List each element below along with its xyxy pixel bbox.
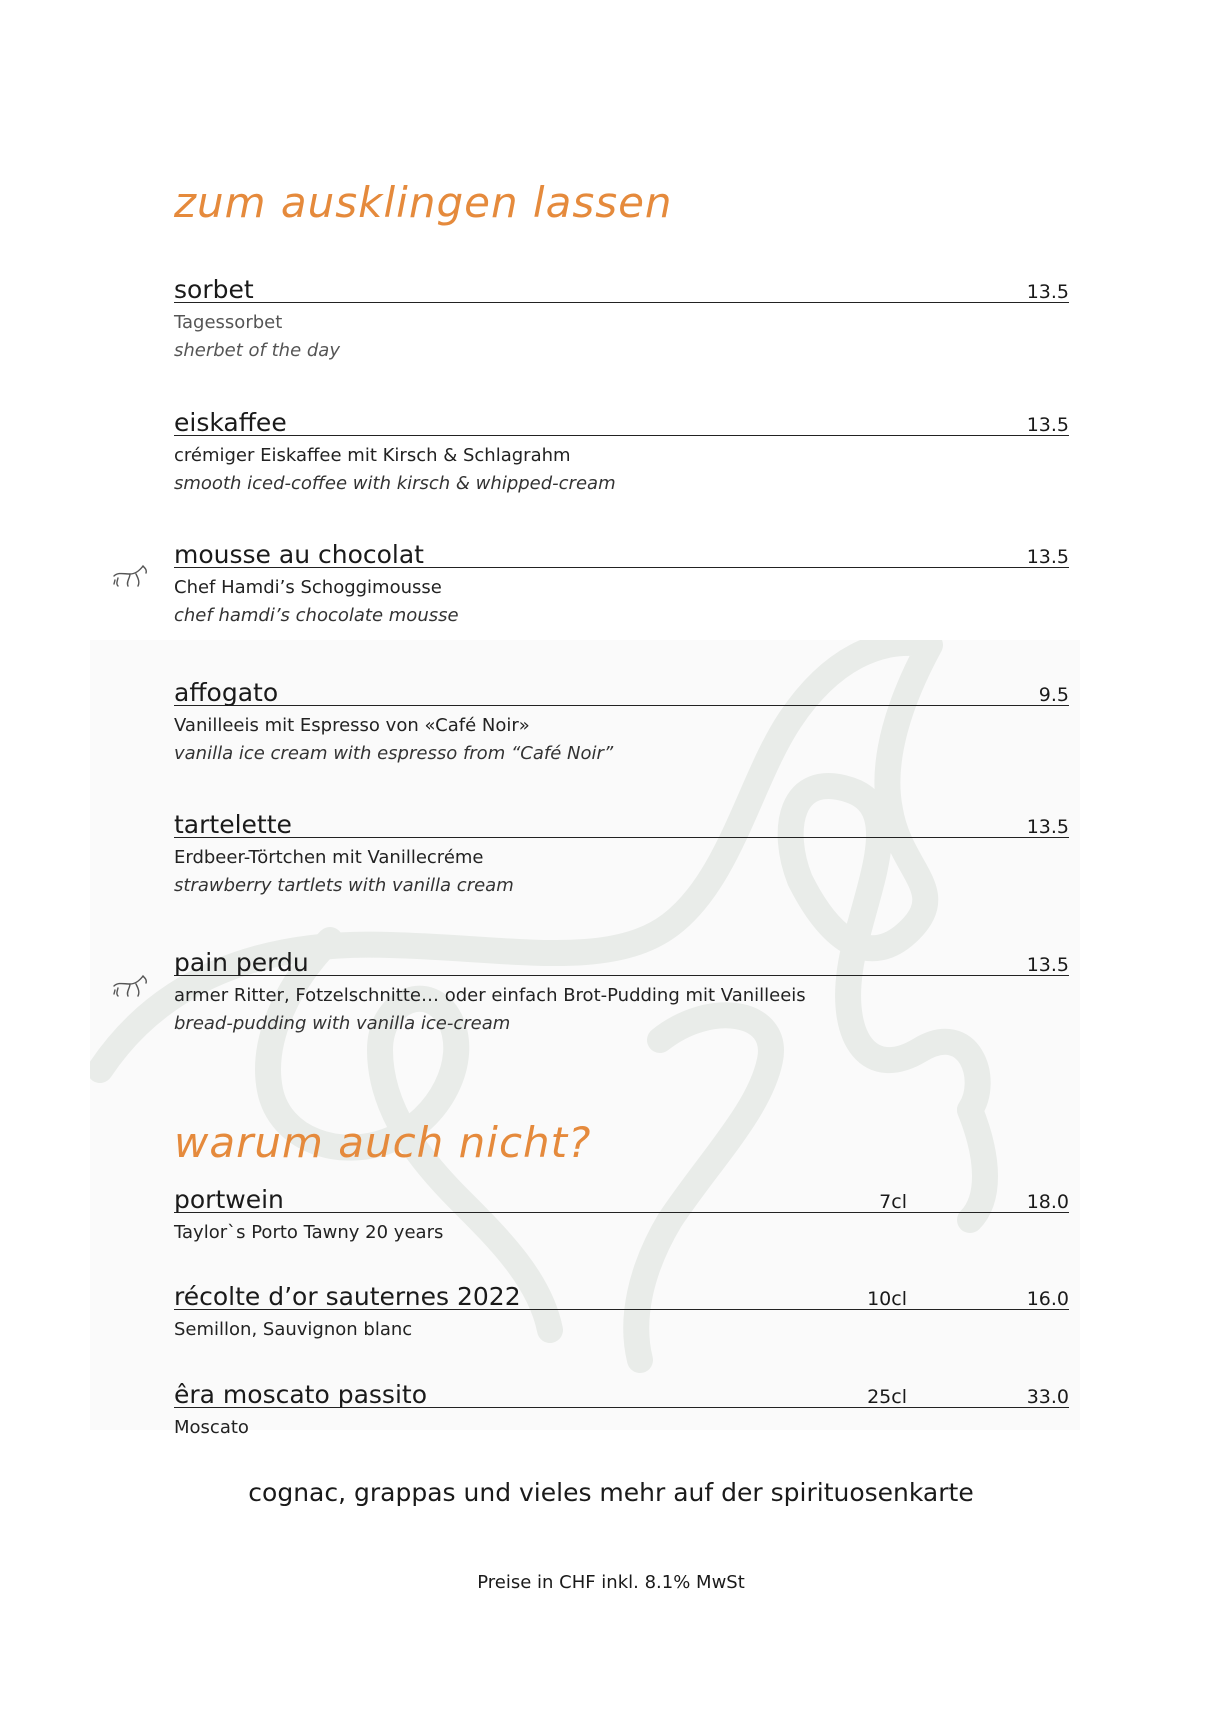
item-name: récolte d’or sauternes 2022 [174,1282,521,1311]
item-description-de: Chef Hamdi’s Schoggimousse [174,577,442,598]
item-header [174,1367,1069,1408]
item-header [174,395,1069,436]
item-description-de: crémiger Eiskaffee mit Kirsch & Schlagrahm [174,445,571,466]
menu-item [174,262,1069,361]
item-header [174,527,1069,568]
item-quantity: 10cl [867,1288,907,1310]
item-description-en: chef hamdi’s chocolate mousse [174,605,459,626]
item-name: êra moscato passito [174,1380,427,1409]
menu-item [174,395,1069,494]
horse-icon [112,562,150,590]
item-description-de: armer Ritter, Fotzelschnitte… oder einfach Brot-Pudding mit Vanilleeis [174,985,806,1006]
price-note: Preise in CHF inkl. 8.1% MwSt [477,1572,745,1593]
item-description-de: Moscato [174,1417,249,1438]
item-header [174,1172,1069,1213]
item-name: mousse au chocolat [174,540,424,569]
spirits-note: cognac, grappas und vieles mehr auf der spirituosenkarte [248,1478,974,1507]
menu-item [174,1269,1069,1340]
item-name: affogato [174,678,279,707]
item-header [174,665,1069,706]
item-header [174,935,1069,976]
menu-item [174,797,1069,896]
item-header [174,1269,1069,1310]
item-description-en: sherbet of the day [174,340,340,361]
item-price: 13.5 [1026,546,1069,568]
item-description-en: bread-pudding with vanilla ice-cream [174,1013,511,1034]
item-price: 33.0 [1026,1386,1069,1408]
item-description-de: Semillon, Sauvignon blanc [174,1319,413,1340]
menu-item [174,527,1069,626]
item-header [174,262,1069,303]
item-name: pain perdu [174,948,309,977]
menu-item [174,665,1069,764]
horse-icon [112,972,150,1000]
item-description-de: Tagessorbet [174,312,283,333]
item-quantity: 25cl [867,1386,907,1408]
section-title-wines: warum auch nicht? [174,1118,592,1167]
item-header [174,797,1069,838]
section-title-desserts: zum ausklingen lassen [174,178,673,227]
item-name: portwein [174,1185,284,1214]
item-description-en: strawberry tartlets with vanilla cream [174,875,514,896]
item-name: tartelette [174,810,292,839]
item-price: 9.5 [1038,684,1069,706]
item-description-de: Taylor`s Porto Tawny 20 years [174,1222,444,1243]
item-price: 13.5 [1026,281,1069,303]
item-price: 13.5 [1026,954,1069,976]
item-quantity: 7cl [879,1191,907,1213]
menu-item [174,935,1069,1034]
item-price: 13.5 [1026,816,1069,838]
item-description-de: Erdbeer-Törtchen mit Vanillecréme [174,847,484,868]
item-description-en: smooth iced-coffee with kirsch & whipped-cream [174,473,616,494]
item-description-en: vanilla ice cream with espresso from “Café Noir” [174,743,614,764]
item-name: eiskaffee [174,408,287,437]
item-name: sorbet [174,275,254,304]
item-price: 18.0 [1026,1191,1069,1213]
item-price: 16.0 [1026,1288,1069,1310]
item-price: 13.5 [1026,414,1069,436]
menu-item [174,1172,1069,1243]
item-description-de: Vanilleeis mit Espresso von «Café Noir» [174,715,530,736]
menu-item [174,1367,1069,1438]
